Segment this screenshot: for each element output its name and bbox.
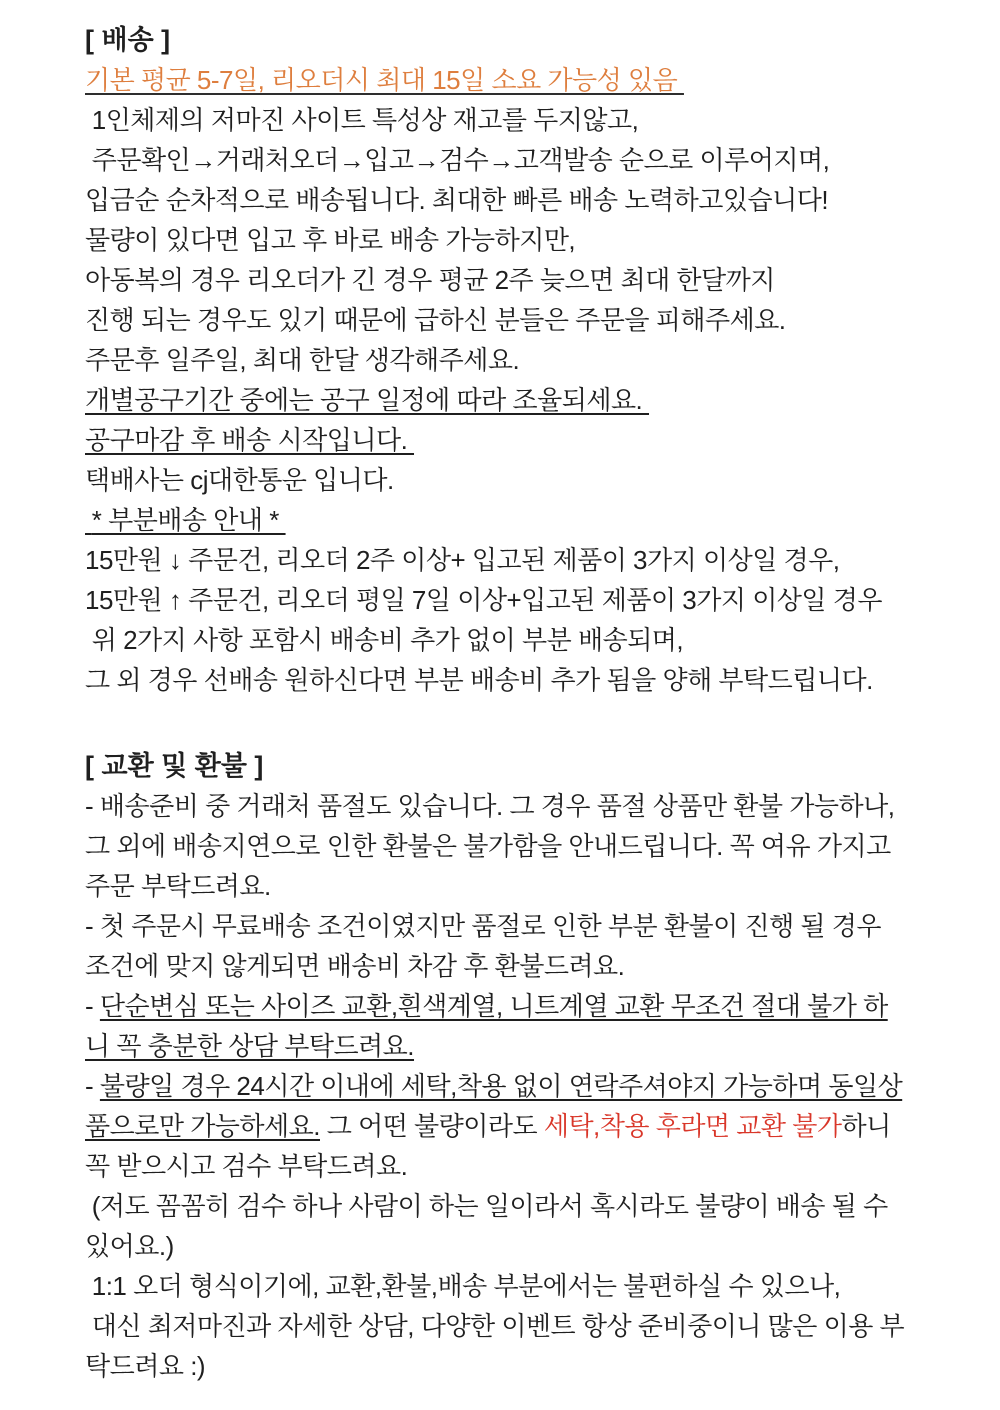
exchange-line: - 첫 주문시 무료배송 조건이였지만 품절로 인한 부분 환불이 진행 될 경우 — [85, 911, 881, 941]
text-segment: 하니 — [841, 1111, 891, 1141]
exchange-refund-section — [85, 746, 970, 1386]
exchange-line: 그 외에 배송지연으로 인한 환불은 불가함을 안내드립니다. 꼭 여유 가지고 — [85, 831, 891, 861]
shipping-line: 아동복의 경우 리오더가 긴 경우 평균 2주 늦으면 최대 한달까지 — [85, 265, 775, 295]
exchange-restriction-line — [85, 986, 970, 1026]
exchange-line: 1:1 오더 형식이기에, 교환,환불,배송 부분에서는 불편하실 수 있으나, — [85, 1271, 841, 1301]
shipping-line: 진행 되는 경우도 있기 때문에 급하신 분들은 주문을 피해주세요. — [85, 305, 786, 335]
shipping-process-line: 주문확인→거래처오더→입고→검수→고객발송 순으로 이루어지며, — [85, 145, 830, 175]
shipping-line: 그 외 경우 선배송 원하신다면 부분 배송비 추가 됨을 양해 부탁드립니다. — [85, 665, 873, 695]
exchange-line: 꼭 받으시고 검수 부탁드려요. — [85, 1151, 408, 1181]
shipping-line — [85, 420, 970, 460]
exchange-line: - 배송준비 중 거래처 품절도 있습니다. 그 경우 품절 상품만 환불 가능하나, — [85, 791, 895, 821]
shipping-line — [85, 380, 970, 420]
shipping-line: 1인체제의 저마진 사이트 특성상 재고를 두지않고, — [85, 105, 639, 135]
exchange-line: 대신 최저마진과 자세한 상담, 다양한 이벤트 항상 준비중이니 많은 이용 부 — [85, 1311, 905, 1341]
courier-line: 택배사는 cj대한통운 입니다. — [85, 465, 394, 495]
shipping-line: 15만원 ↓ 주문건, 리오더 2주 이상+ 입고된 제품이 3가지 이상일 경우, — [85, 545, 840, 575]
no-exchange-conditions-text: 단순변심 또는 사이즈 교환,흰색계열, 니트계열 교환 무조건 절대 불가 하 — [99, 991, 888, 1021]
exchange-line: 있어요.) — [85, 1231, 174, 1261]
exchange-refund-heading: [ 교환 및 환불 ] — [85, 751, 264, 781]
shipping-section — [85, 20, 970, 700]
same-item-only-text: 품으로만 가능하세요. — [85, 1111, 320, 1141]
exchange-line: (저도 꼼꼼히 검수 하나 사람이 하는 일이라서 혹시라도 불량이 배송 될 수 — [85, 1191, 888, 1221]
no-exchange-after-wash-warning-text: 세탁,착용 후라면 교환 불가 — [543, 1111, 842, 1141]
shipping-lead-time-text: 기본 평균 5-7일, 리오더시 최대 15일 소요 가능성 있음 — [85, 65, 684, 95]
shipping-line: 물량이 있다면 입고 후 바로 배송 가능하지만, — [85, 225, 576, 255]
defect-policy-line — [85, 1106, 970, 1146]
exchange-line: 조건에 맞지 않게되면 배송비 차감 후 환불드려요. — [85, 951, 625, 981]
defect-policy-line — [85, 1066, 970, 1106]
shipping-heading: [ 배송 ] — [85, 25, 171, 55]
group-buy-close-text: 공구마감 후 배송 시작입니다. — [85, 425, 415, 455]
shipping-line: 주문후 일주일, 최대 한달 생각해주세요. — [85, 345, 520, 375]
text-segment: - — [85, 1071, 100, 1101]
shipping-line: 위 2가지 사항 포함시 배송비 추가 없이 부분 배송되며, — [85, 625, 684, 655]
shipping-line: 15만원 ↑ 주문건, 리오더 평일 7일 이상+입고된 제품이 3가지 이상일 경우 — [85, 585, 883, 615]
shipping-subtitle — [85, 60, 970, 100]
defect-24h-text: 불량일 경우 24시간 이내에 세탁,착용 없이 연락주셔야지 가능하며 동일상 — [99, 1071, 903, 1101]
text-segment: 그 어떤 불량이라도 — [320, 1111, 544, 1141]
closing-line: 탁드려요 :) — [85, 1351, 206, 1381]
partial-shipping-title-text: * 부분배송 안내 * — [85, 505, 286, 535]
shipping-line: 입금순 순차적으로 배송됩니다. 최대한 빠른 배송 노력하고있습니다! — [85, 185, 829, 215]
group-buy-schedule-text: 개별공구기간 중에는 공구 일정에 따라 조율되세요. — [85, 385, 650, 415]
exchange-line: 주문 부탁드려요. — [85, 871, 271, 901]
partial-shipping-subheading — [85, 500, 970, 540]
exchange-restriction-line — [85, 1026, 970, 1066]
text-segment: - — [85, 991, 100, 1021]
consult-request-text: 니 꼭 충분한 상담 부탁드려요. — [85, 1031, 415, 1061]
